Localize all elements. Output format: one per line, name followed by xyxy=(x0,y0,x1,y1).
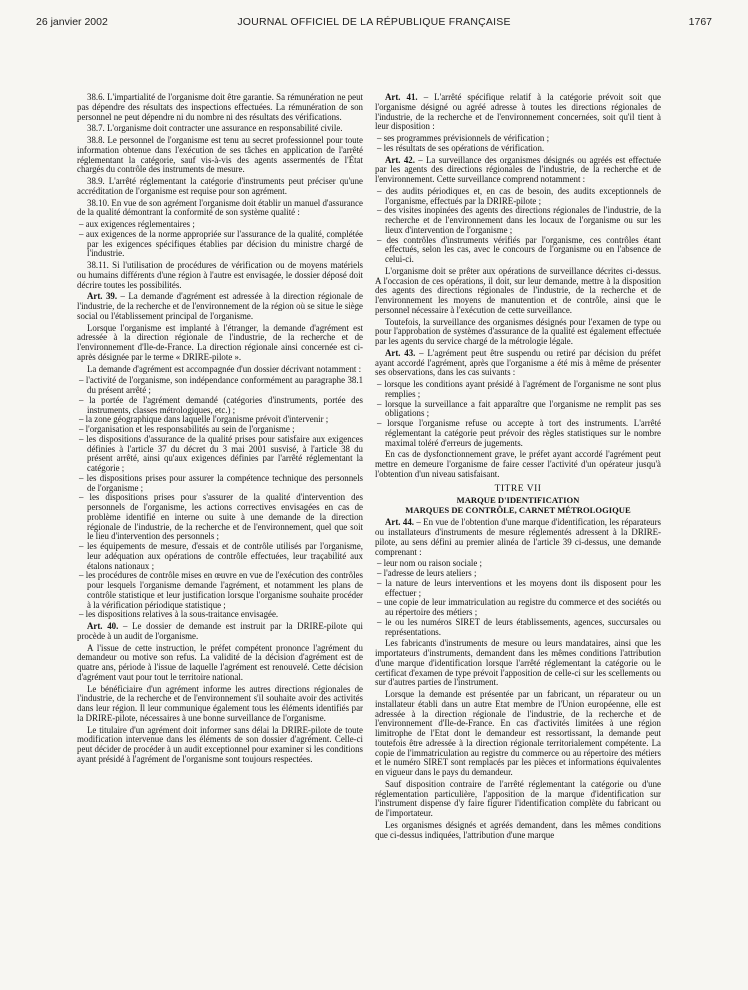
list-39 xyxy=(77,376,363,620)
article-40-text: – Le dossier de demande est instruit par la DRIRE-pilote qui procède à un audit de l'organisme. xyxy=(77,621,363,641)
article-39 xyxy=(77,292,363,321)
article-39-paragraph-2: Lorsque l'organisme est implanté à l'étranger, la demande d'agrément est adressée à la direction régionale de l'industrie, de la recherche et de l'environnement d'Ile-de-France. La direction régionale ainsi concernée est ci-après désignée par le terme « DRIRE-pilote ». xyxy=(77,322,363,362)
article-44-paragraph-5: Les organismes désignés et agréés demandent, dans les mêmes conditions que ci-dessus indiquées, l'attribution d'une marque xyxy=(375,819,661,840)
article-39-text: – La demande d'agrément est adressée à la direction régionale de l'industrie, de la recherche et de l'environnement de la région où se situe le siège social ou l'établissement principal de l'organisme. xyxy=(77,291,363,321)
list-item: – des visites inopinées des agents des directions régionales de l'industrie, de la recherche et de l'environnement dans les locaux de l'organisme ou sur les lieux d'intervention de l'organisme ; xyxy=(375,206,661,235)
list-item: – l'activité de l'organisme, son indépendance conformément au paragraphe 38.1 du présent arrêté ; xyxy=(77,376,363,396)
article-40-label: Art. 40. xyxy=(87,621,119,631)
list-item: – la portée de l'agrément demandé (catégories d'instruments, portée des instruments, classes métrologiques, etc.) ; xyxy=(77,396,363,416)
list-item: – des contrôles d'instruments vérifiés par l'organisme, ces contrôles étant effectués, selon les cas, avec le concours de l'organisme ou en l'absence de celui-ci. xyxy=(375,236,661,265)
section-subtitle-2: MARQUES DE CONTRÔLE, CARNET MÉTROLOGIQUE xyxy=(405,505,631,516)
article-44-text: – En vue de l'obtention d'une marque d'identification, les réparateurs ou installateurs d'instruments de mesure réglementés adressent à la DRIRE-pilote, au sens défini au premier alinéa de l'article 39 ci-dessus, une demande comprenant : xyxy=(375,517,661,557)
paragraph-38-9: 38.9. L'arrêté réglementant la catégorie d'instruments peut préciser qu'une accréditation de l'organisme est requise pour son agrément. xyxy=(77,176,363,196)
article-42-paragraph-3: Toutefois, la surveillance des organismes désignés pour l'examen de type ou pour l'approbation de systèmes d'assurance de la qualité est également effectuée par les agents du service chargé de la métrologie légale. xyxy=(375,316,661,346)
page-header xyxy=(36,16,712,34)
article-44-paragraph-4: Sauf disposition contraire de l'arrêté réglementant la catégorie ou d'une réglementation particulière, l'apposition de la marque d'identification sur l'instrument dispense d'y faire figurer l'identification complète du fabricant ou de l'importateur. xyxy=(375,778,661,818)
article-39-paragraph-3: La demande d'agrément est accompagnée d'un dossier décrivant notamment : xyxy=(87,363,362,374)
list-item: – ses programmes prévisionnels de vérification ; xyxy=(375,134,661,144)
article-43-text: – L'agrément peut être suspendu ou retiré par décision du préfet ayant accordé l'agrément, après que l'organisme a été mis à même de présenter ses observations, dans les cas suivants : xyxy=(375,347,661,378)
list-item: – leur nom ou raison sociale ; xyxy=(375,559,661,569)
list-item: – aux exigences de la norme appropriée sur l'assurance de la qualité, complétée par les exigences spécifiques établies par décision du ministre chargé de l'industrie. xyxy=(77,230,363,259)
article-40-paragraph-3: Le bénéficiaire d'un agrément informe les autres directions régionales de l'industrie, de la recherche et de l'environnement s'il souhaite avoir des activités dans leur région. Il leur communique également tous les éléments identifiés par la DRIRE-pilote, nécessaires à une bonne surveillance de l'organisme. xyxy=(77,683,363,723)
paragraph-38-7: 38.7. L'organisme doit contracter une assurance en responsabilité civile. xyxy=(87,123,343,134)
article-43 xyxy=(375,349,661,378)
article-42-label: Art. 42. xyxy=(385,154,415,165)
article-42 xyxy=(375,156,661,185)
header-journal-title: JOURNAL OFFICIEL DE LA RÉPUBLIQUE FRANÇAISE xyxy=(237,16,511,28)
list-item: – les dispositions prises pour s'assurer de la qualité d'intervention des personnels de l'organisme, les actions correctives envisagées en cas de problème identifié en interne ou suite à une demande de la direction régionale de l'industrie, de la recherche et de l'environnement, quel que soit le lieu d'intervention des personnels ; xyxy=(77,493,363,542)
list-42 xyxy=(375,187,661,265)
list-item: – les dispositions prises pour assurer la compétence technique des personnels de l'organisme ; xyxy=(77,474,363,494)
list-43 xyxy=(375,380,661,448)
list-item: – lorsque l'organisme refuse ou accepte à tort des instruments. L'arrêté réglementant la catégorie peut prévoir des règles statistiques sur le nombre maximal toléré d'erreurs de jugements. xyxy=(375,419,661,448)
left-column xyxy=(77,93,363,767)
list-item: – lorsque la surveillance a fait apparaître que l'organisme ne remplit pas ses obligations ; xyxy=(375,400,661,420)
article-41-text: – L'arrêté spécifique relatif à la catégorie prévoit soit que l'organisme désigné ou agréé adresse à toutes les directions régionales de l'industrie, de la recherche et de l'environnement concernées, soit qu'il tient à leur disposition : xyxy=(375,92,661,132)
article-42-text: – La surveillance des organismes désignés ou agréés est effectuée par les agents des directions régionales de l'industrie, de la recherche et de l'environnement. Cette surveillance comprend notamment : xyxy=(375,154,661,184)
list-item: – la nature de leurs interventions et les moyens dont ils disposent pour les effectuer ; xyxy=(375,579,661,599)
article-42-paragraph-2: L'organisme doit se prêter aux opérations de surveillance décrites ci-dessus. A l'occasion de ces opérations, il doit, sur leur demande, mettre à la disposition des agents des directions régionales de l'industrie, de la recherche et de l'environnement les moyens de manutention et de contrôle, ainsi que le personnel nécessaire à l'exécution de cette surveillance. xyxy=(375,265,661,315)
article-44-paragraph-2: Les fabricants d'instruments de mesure ou leurs mandataires, ainsi que les importateurs d'instruments, demandent dans les mêmes conditions l'attribution d'une marque d'identification lorsque l'arrêté réglementant la catégorie ou le certificat d'examen de type prévoit l'apposition de celle-ci sur les scellements ou sur d'autres parties de l'instrument. xyxy=(375,638,661,688)
list-item: – des audits périodiques et, en cas de besoin, des audits exceptionnels de l'organisme, effectués par la DRIRE-pilote ; xyxy=(375,187,661,207)
list-item: – une copie de leur immatriculation au registre du commerce et des sociétés ou au répertoire des métiers ; xyxy=(375,598,661,618)
list-item: – les dispositions d'assurance de la qualité prises pour satisfaire aux exigences définies à l'article 37 du décret du 3 mai 2001 susvisé, à l'article 38 du présent arrêté, ainsi qu'aux exigences définies par l'arrêté réglementant la catégorie ; xyxy=(77,435,363,474)
article-41 xyxy=(375,93,661,132)
paragraph-38-11: 38.11. Si l'utilisation de procédures de vérification ou de moyens matériels ou humains différents d'une région à l'autre est envisagée, le dossier déposé doit décrire toutes les possibilités. xyxy=(77,260,363,290)
section-title: TITRE VII xyxy=(494,483,542,494)
article-43-label: Art. 43. xyxy=(385,347,416,358)
paragraph-38-6: 38.6. L'impartialité de l'organisme doit être garantie. Sa rémunération ne peut pas dépendre des résultats des inspections effectuées. La rémunération de son personnel ne peut dépendre ni du nombre ni des résultats des vérifications. xyxy=(77,92,363,122)
article-39-label: Art. 39. xyxy=(87,291,118,302)
list-item: – la zone géographique dans laquelle l'organisme prévoit d'intervenir ; xyxy=(77,415,363,425)
section-subtitle-1: MARQUE D'IDENTIFICATION xyxy=(456,495,580,506)
list-item: – les équipements de mesure, d'essais et de contrôle utilisés par l'organisme, leur adéquation aux opérations de contrôle effectuées, leur traçabilité aux étalons nationaux ; xyxy=(77,542,363,571)
list-item: – aux exigences réglementaires ; xyxy=(77,220,363,230)
article-40-paragraph-2: A l'issue de cette instruction, le préfet compétent prononce l'agrément du demandeur ou motive son refus. La validité de la décision d'agrément est de quatre ans, période à l'issue de laquelle l'agrément est renouvelé. Cette décision d'agrément vaut pour tout le territoire national. xyxy=(77,642,363,682)
article-41-label: Art. 41. xyxy=(385,92,418,102)
list-38-10 xyxy=(77,220,363,259)
article-40 xyxy=(77,622,363,642)
header-date: 26 janvier 2002 xyxy=(36,16,108,28)
list-41 xyxy=(375,134,661,154)
paragraph-38-8: 38.8. Le personnel de l'organisme est tenu au secret professionnel pour toute information obtenue dans l'exécution de ses tâches en application de l'arrêté réglementant la catégorie, sauf vis-à-vis des agents assermentés de l'État chargés du contrôle des instruments de mesure. xyxy=(77,135,363,175)
right-column xyxy=(375,93,661,842)
list-item: – les dispositions relatives à la sous-traitance envisagée. xyxy=(77,610,363,620)
paragraph-38-10: 38.10. En vue de son agrément l'organisme doit établir un manuel d'assurance de la qualité démontrant la conformité de son système qualité : xyxy=(77,197,363,218)
list-item: – les résultats de ses opérations de vérification. xyxy=(375,144,661,154)
article-44-paragraph-3: Lorsque la demande est présentée par un fabricant, un réparateur ou un installateur établi dans un autre Etat membre de l'Union européenne, elle est adressée à la direction régionale de l'industrie, de la recherche et de l'environnement d'Ile-de-France. En cas d'activités limitées à une région limitrophe de l'Etat dont le demandeur est ressortissant, la demande peut toutefois être adressée à la direction régionale territorialement compétente. La copie de l'immatriculation au registre du commerce ou au répertoire des métiers et le numéro SIRET sont remplacés par les pièces et informations équivalentes en vigueur dans le pays du demandeur. xyxy=(375,689,661,777)
list-item: – l'organisation et les responsabilités au sein de l'organisme ; xyxy=(77,425,363,435)
article-43-paragraph-2: En cas de dysfonctionnement grave, le préfet ayant accordé l'agrément peut mettre en demeure l'organisme de faire cesser l'activité d'un opérateur jusqu'à l'obtention d'un niveau satisfaisant. xyxy=(375,449,661,479)
header-page-number: 1767 xyxy=(688,16,712,28)
list-44 xyxy=(375,559,661,637)
list-item: – lorsque les conditions ayant présidé à l'agrément de l'organisme ne sont plus remplies ; xyxy=(375,380,661,400)
article-40-paragraph-4: Le titulaire d'un agrément doit informer sans délai la DRIRE-pilote de toute modification intervenue dans les éléments de son dossier d'agrément. Celle-ci peut décider de procéder à un audit exceptionnel pour examiner si les conditions ayant présidé à l'agrément de l'organisme sont toujours respectées. xyxy=(77,724,363,764)
article-44 xyxy=(375,518,661,557)
list-item: – le ou les numéros SIRET de leurs établissements, agences, succursales ou représentations. xyxy=(375,618,661,638)
list-item: – les procédures de contrôle mises en œuvre en vue de l'exécution des contrôles pour lesquels l'organisme demande l'agrément, et notamment les plans de contrôle statistique et leur justification lorsque l'organisme souhaite procéder à la vérification périodique statistique ; xyxy=(77,571,363,610)
article-44-label: Art. 44. xyxy=(385,517,414,528)
list-item: – l'adresse de leurs ateliers ; xyxy=(375,569,661,579)
